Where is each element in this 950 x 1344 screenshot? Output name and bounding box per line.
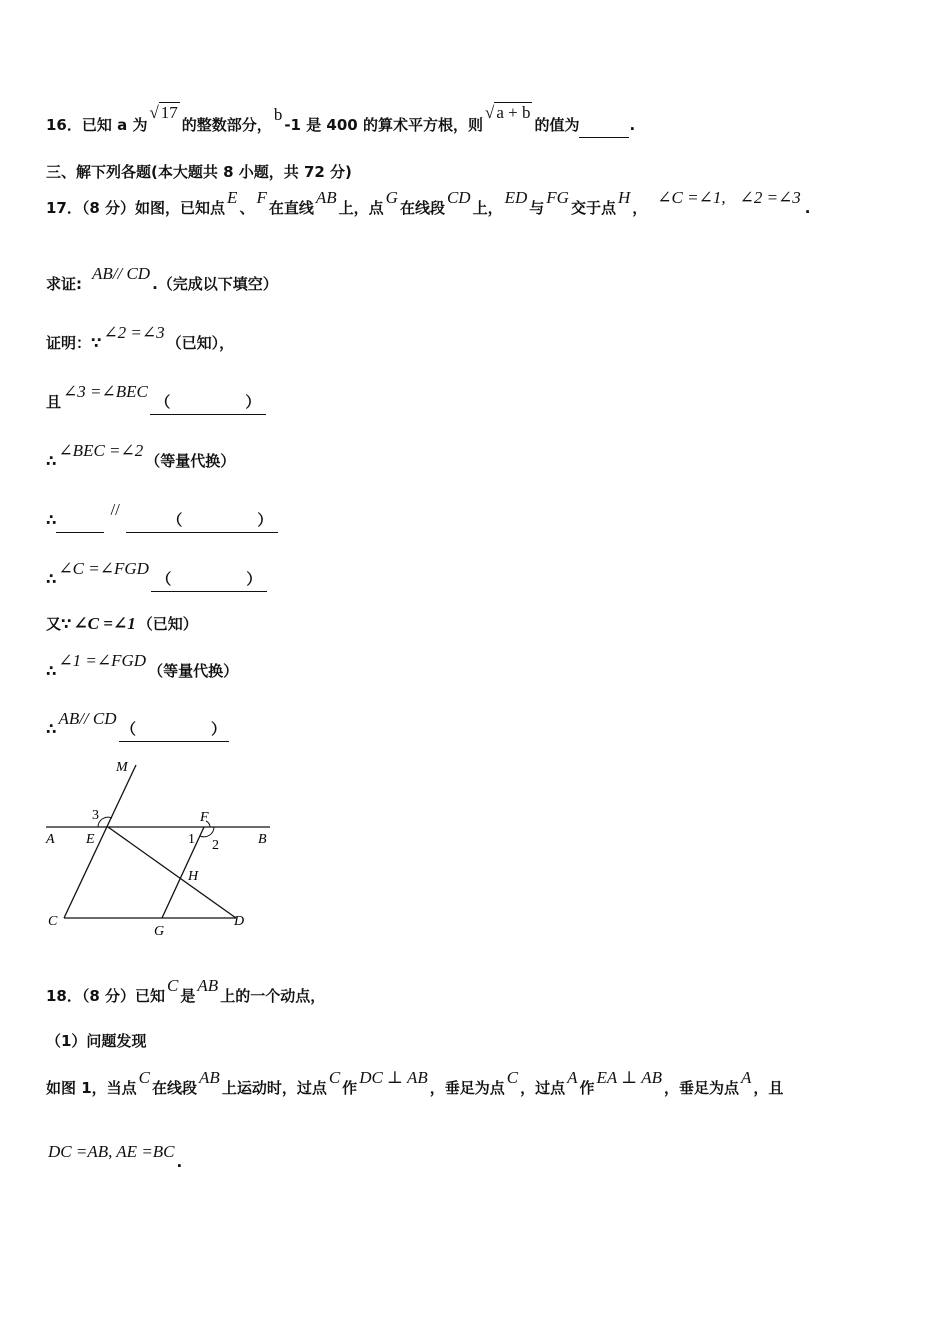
q18-line xyxy=(46,976,326,1008)
q16-line xyxy=(46,103,636,137)
label-M: M xyxy=(116,760,128,775)
proof-line-7 xyxy=(46,651,239,683)
answer-blank[interactable] xyxy=(579,113,629,138)
sqrt-a-plus-b: √ a + b xyxy=(484,103,531,122)
proof-text: （等量代换） xyxy=(148,662,239,680)
prove-text: 求证: xyxy=(46,275,82,293)
math-G: G xyxy=(385,188,398,207)
math-angle-c-eq-1: ∠C =∠1, xyxy=(657,188,726,207)
q16-text: -1 是 400 的算术平方根，则 xyxy=(284,116,483,134)
q17-text: 17．（8 分）如图，已知点 xyxy=(46,199,226,217)
q17-text: 与 xyxy=(529,199,545,217)
q18-line-2 xyxy=(46,1068,784,1100)
label-D: D xyxy=(234,914,245,929)
proof-text: （已知） xyxy=(137,615,198,633)
angle-3-arc xyxy=(98,817,112,827)
q16-text: 的值为 xyxy=(534,116,580,134)
math-dc-perp-ab: DC ⊥ AB xyxy=(359,1068,428,1087)
q18-text: 在线段 xyxy=(152,1079,198,1097)
sqrt-17: √ 17 xyxy=(149,103,178,122)
math-b: b xyxy=(273,105,283,124)
proof-text: ∴ xyxy=(46,570,57,588)
proof-line-5 xyxy=(46,559,267,591)
parallel-symbol: // xyxy=(110,500,120,519)
q17-text: ， xyxy=(632,199,648,217)
q16-text: 16．已知 a 为 xyxy=(46,116,148,134)
q18-text: 上运动时，过点 xyxy=(221,1079,327,1097)
q17-line xyxy=(46,188,811,220)
label-2: 2 xyxy=(212,838,219,853)
math-C: C xyxy=(167,976,179,995)
math-ab-parallel-cd: AB// CD xyxy=(92,264,151,283)
math-AB: AB xyxy=(315,188,337,207)
math-ED: ED xyxy=(504,188,528,207)
math-A: A xyxy=(740,1068,752,1087)
math-ea-perp-ab: EA ⊥ AB xyxy=(596,1068,662,1087)
label-C: C xyxy=(48,914,58,929)
proof-text: 又∵ xyxy=(46,615,72,633)
q18-text: 是 xyxy=(180,987,196,1005)
q18-text: . xyxy=(176,1153,183,1171)
math-E: E xyxy=(227,188,238,207)
q18-text: ，垂足为点 xyxy=(429,1079,505,1097)
label-A: A xyxy=(46,832,55,847)
label-H: H xyxy=(188,869,199,884)
q18-text: 作 xyxy=(579,1079,595,1097)
q18-subheading: （1）问题发现 xyxy=(46,1032,147,1050)
label-E: E xyxy=(86,832,95,847)
proof-text: ∴ xyxy=(46,662,57,680)
math-FG: FG xyxy=(546,188,569,207)
math-AB: AB xyxy=(199,1068,220,1087)
q17-text: 交于点 xyxy=(570,199,616,217)
q18-text: 上的一个动点， xyxy=(220,987,326,1005)
q16-text: . xyxy=(629,116,636,134)
proof-line-2 xyxy=(46,382,266,414)
q17-text: 、 xyxy=(239,199,255,217)
proof-text: ∴ xyxy=(46,452,57,470)
q18-text: ，过点 xyxy=(520,1079,566,1097)
proof-text: ∴ xyxy=(46,511,57,529)
math-C: C xyxy=(328,1068,341,1087)
prove-text: .（完成以下填空） xyxy=(152,275,278,293)
math-C: C xyxy=(506,1068,519,1087)
geometry-figure xyxy=(40,755,280,940)
q18-text: 如图 1，当点 xyxy=(46,1079,137,1097)
math-statement: ∠3 =∠BEC xyxy=(63,382,148,401)
q17-text: 上，点 xyxy=(338,199,384,217)
section-header: 三、解下列各题(本大题共 8 小题，共 72 分) xyxy=(46,163,352,181)
reason-blank[interactable]: （ ） xyxy=(150,390,266,415)
proof-text: ∴ xyxy=(46,720,57,738)
proof-line-4 xyxy=(46,500,278,532)
math-statement: AB// CD xyxy=(58,709,117,728)
math-statement: ∠C =∠1 xyxy=(73,614,136,633)
math-equations: DC =AB, AE =BC xyxy=(48,1142,175,1161)
math-statement: ∠2 =∠3 xyxy=(103,323,165,342)
label-G: G xyxy=(154,924,165,939)
reason-blank[interactable]: （ ） xyxy=(162,508,278,533)
q18-line-3 xyxy=(46,1142,183,1174)
q17-text: 在直线 xyxy=(268,199,314,217)
proof-text: 且 xyxy=(46,393,62,411)
math-CD: CD xyxy=(446,188,471,207)
line-blank[interactable] xyxy=(126,508,162,533)
math-angle-2-eq-3: ∠2 =∠3 xyxy=(739,188,801,207)
proof-text: （已知）， xyxy=(166,334,235,352)
q17-text: 上， xyxy=(472,199,503,217)
math-A: A xyxy=(567,1068,578,1087)
prove-line xyxy=(46,264,278,296)
reason-blank[interactable]: （ ） xyxy=(151,567,267,592)
label-3: 3 xyxy=(92,808,99,823)
label-1: 1 xyxy=(188,832,195,847)
q18-text: ，垂足为点 xyxy=(663,1079,739,1097)
q17-text: . xyxy=(804,199,811,217)
q18-text: ，且 xyxy=(753,1079,784,1097)
proof-line-3 xyxy=(46,441,236,473)
math-F: F xyxy=(256,188,267,207)
line-mc xyxy=(64,765,136,918)
q18-text: 作 xyxy=(342,1079,358,1097)
proof-text: （等量代换） xyxy=(145,452,236,470)
line-blank[interactable] xyxy=(56,508,104,533)
q18-text: 18．（8 分）已知 xyxy=(46,987,166,1005)
math-statement: ∠1 =∠FGD xyxy=(58,651,147,670)
math-statement: ∠BEC =∠2 xyxy=(58,441,144,460)
math-C: C xyxy=(138,1068,151,1087)
q17-text: 在线段 xyxy=(399,199,445,217)
proof-line-6 xyxy=(46,612,198,636)
proof-text: 证明：∵ xyxy=(46,334,102,352)
reason-blank[interactable]: （ ） xyxy=(119,717,229,742)
math-H: H xyxy=(617,188,631,207)
proof-line-8 xyxy=(46,709,229,741)
math-statement: ∠C =∠FGD xyxy=(58,559,149,578)
label-B: B xyxy=(258,832,267,847)
math-AB: AB xyxy=(197,976,219,995)
label-F: F xyxy=(200,810,209,825)
q16-text: 的整数部分， xyxy=(181,116,272,134)
proof-line-1 xyxy=(46,323,235,355)
